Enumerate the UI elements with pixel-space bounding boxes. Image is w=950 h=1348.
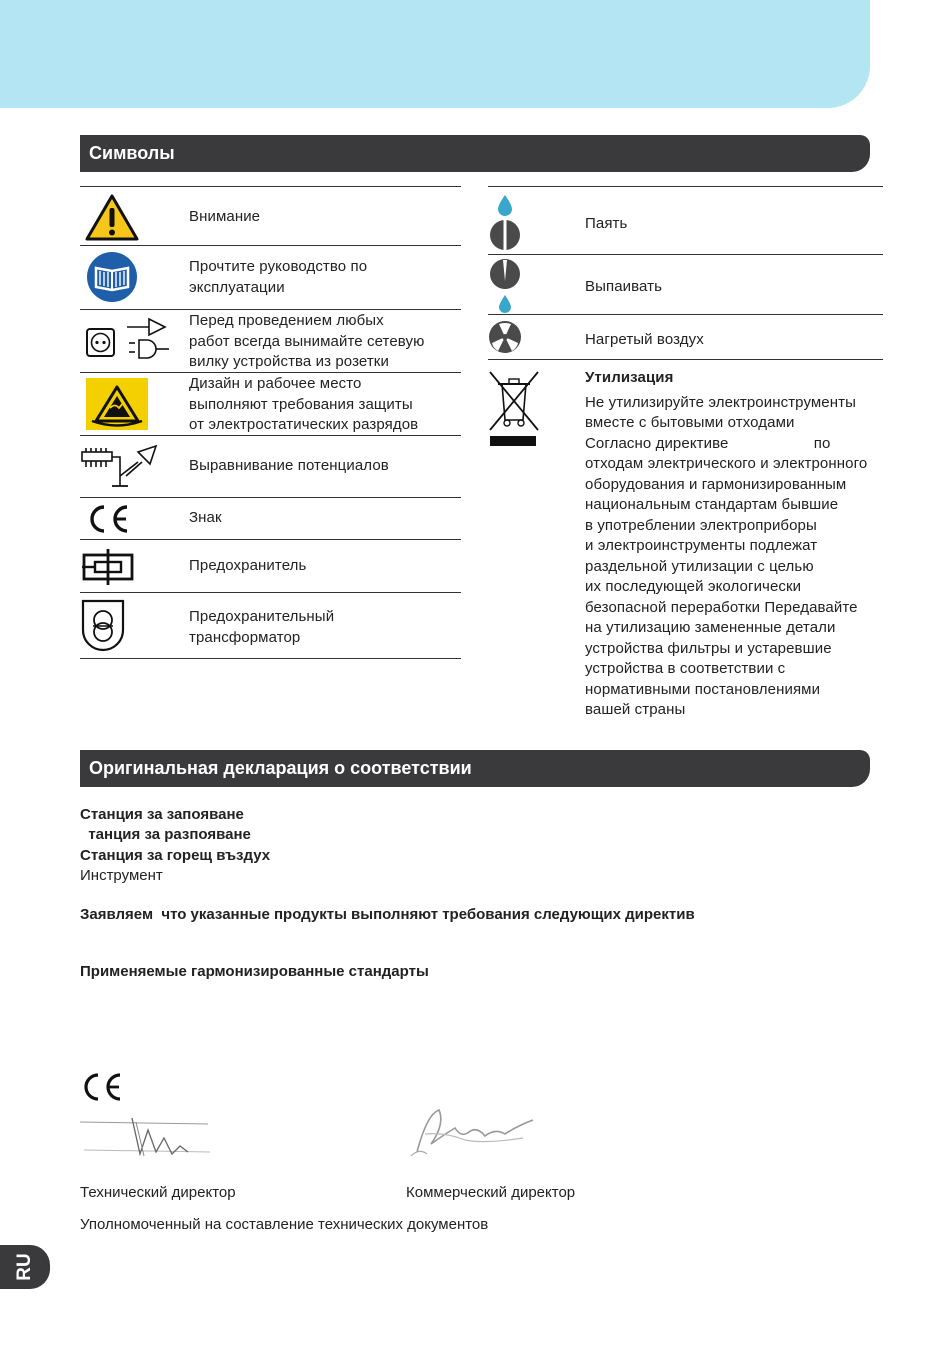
fuse-icon xyxy=(82,549,136,585)
symbol-label: Паять xyxy=(585,215,628,232)
symbol-label: Выпаивать xyxy=(585,278,663,295)
desolder-icon xyxy=(488,259,522,313)
tech-director-signature xyxy=(80,1112,212,1162)
symbol-label: Выравнивание потенциалов xyxy=(189,457,389,474)
disposal-text: Утилизация Не утилизируйте электроинструменты вместе с бытовыми отходами Согласно директиве по отходам электрического и электронного оборудования и гармонизированным национальным стандартам бывшие в употреблении электроприборы и электроинструменты подлежат раздельной утилизации с целью их последующей экологически безопасной переработки Передавайте на утилизацию замененные детали устройства фильтры и устаревшие устройства в соответствии с нормативными постановлениями вашей страны xyxy=(585,369,868,718)
table-row xyxy=(488,314,883,359)
safety-transformer-icon xyxy=(80,598,126,654)
symbol-label: Предохранительный трансформатор xyxy=(189,608,335,646)
table-row xyxy=(488,359,883,726)
symbol-label: Перед проведением любых работ всегда вынимайте сетевую вилку устройства из розетки xyxy=(189,312,425,370)
equipotential-bonding-icon xyxy=(80,442,160,492)
table-row xyxy=(80,309,461,372)
commercial-director-signature xyxy=(405,1104,540,1164)
table-row xyxy=(80,497,461,539)
declaration-statement: Заявляем что указанные продукты выполняют требования следующих директив xyxy=(80,906,695,923)
table-row xyxy=(80,592,461,659)
product-line: Инструмент xyxy=(80,867,163,884)
weee-bin-icon xyxy=(488,370,540,448)
symbol-label: Нагретый воздух xyxy=(585,331,704,348)
table-row xyxy=(80,539,461,592)
ce-mark-icon xyxy=(80,1072,124,1102)
standards-heading: Применяемые гармонизированные стандарты xyxy=(80,963,429,980)
table-row xyxy=(488,186,883,254)
ce-mark-icon xyxy=(85,504,131,534)
declaration-section-title: Оригинальная декларация о соответствии xyxy=(80,750,870,787)
product-line: Станция за запояване xyxy=(80,806,244,823)
language-tab: RU xyxy=(0,1245,50,1289)
hot-air-icon xyxy=(488,319,522,355)
symbols-table-left xyxy=(80,186,461,659)
table-row xyxy=(80,245,461,309)
symbol-label: Дизайн и рабочее место выполняют требования защиты от электростатических разрядов xyxy=(189,375,419,433)
table-row xyxy=(80,435,461,497)
read-manual-icon xyxy=(86,251,138,303)
symbol-label: Знак xyxy=(189,509,222,526)
product-line: Станция за горещ въздух xyxy=(80,847,271,864)
table-row xyxy=(80,372,461,435)
product-line: танция за разпояване xyxy=(80,826,251,843)
commercial-director-label: Коммерческий директор xyxy=(406,1184,576,1201)
symbol-label: Внимание xyxy=(189,208,261,225)
symbols-table-right xyxy=(488,186,883,726)
unplug-icon xyxy=(85,316,171,368)
esd-icon xyxy=(86,378,148,430)
solder-icon xyxy=(488,193,522,251)
symbols-section-title: Символы xyxy=(80,135,870,172)
tech-director-label: Технический директор xyxy=(80,1184,236,1201)
authorized-representative-label: Уполномоченный на составление технических документов xyxy=(80,1216,489,1233)
table-row xyxy=(488,254,883,314)
symbol-label: Предохранитель xyxy=(189,557,307,574)
header-band xyxy=(0,0,870,108)
warning-triangle-icon xyxy=(85,194,139,241)
symbol-label: Прочтите руководство по эксплуатации xyxy=(189,258,368,296)
table-row xyxy=(80,186,461,245)
